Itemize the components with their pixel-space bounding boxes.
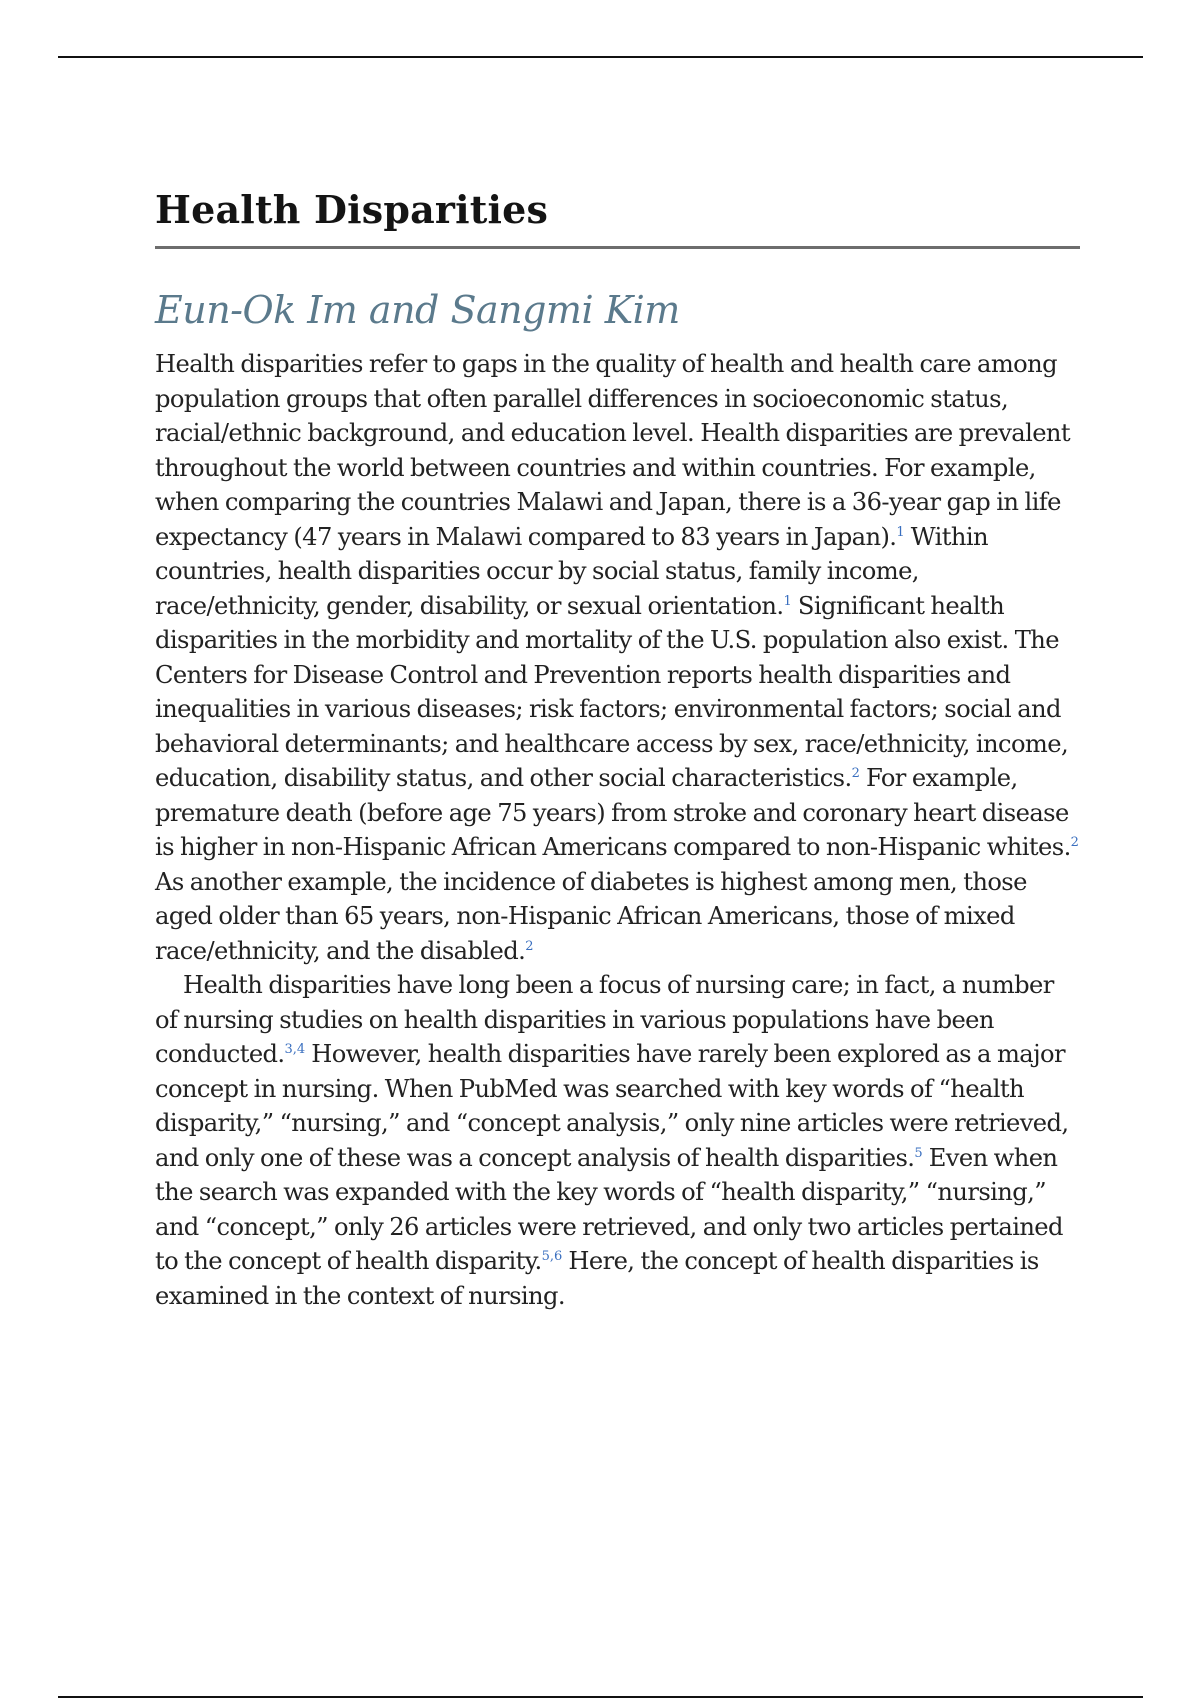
paragraph-text: Significant health disparities in the morbidity and mortality of the U.S. population also exist. The Centers for Disease Control and Prevention reports health disparities and inequalities in various diseases; risk factors; environmental factors; social and behavioral determinants; and healthcare access by sex, race/ethnicity, income, education, disability status, and other social characteristics. (155, 591, 1069, 792)
paragraph-text: However, health disparities have rarely been explored as a major concept in nursing. When PubMed was searched with key words of “health disparity,” “nursing,” and “concept analysis,” only nine articles were retrieved, and only one of these was a concept analysis of health disparities. (155, 1040, 1069, 1172)
reference-citation[interactable]: 2 (1070, 834, 1079, 850)
paragraph-text: Within countries, health disparities occur by social status, family income, race/ethnicity, gender, disability, or sexual orientation. (155, 522, 988, 620)
chapter-title: Health Disparities (155, 187, 549, 232)
paragraph-1 (155, 347, 1080, 968)
reference-citation[interactable]: 5 (914, 1145, 923, 1161)
page-content (155, 182, 1080, 1313)
paragraph-text: For example, premature death (before age 75 years) from stroke and coronary heart disease is higher in non-Hispanic African Americans compared to non-Hispanic whites. (155, 764, 1071, 861)
reference-citation[interactable]: 1 (783, 593, 792, 609)
chapter-authors: Eun-Ok Im and Sangmi Kim (155, 288, 680, 332)
reference-citation[interactable]: 2 (525, 938, 534, 954)
page-top-rule (58, 56, 1143, 58)
reference-citation[interactable]: 3,4 (284, 1041, 306, 1057)
paragraph-text: Even when the search was expanded with the key words of “health disparity,” “nursing,” and “concept,” only 26 articles were retrieved, and only two articles pertained to the concept of health disparity. (155, 1143, 1063, 1275)
paragraph-text: Health disparities refer to gaps in the quality of health and health care among population groups that often parallel differences in socioeconomic status, racial/ethnic background, and education level. Health disparities are prevalent throughout the world between countries and within countries. For example, when comparing the countries Malawi and Japan, there is a 36-year gap in life expectancy (47 years in Malawi compared to 83 years in Japan). (155, 350, 1071, 551)
paragraph-text: Here, the concept of health disparities is examined in the context of nursing. (155, 1247, 1039, 1310)
page-bottom-rule (58, 1696, 1143, 1698)
paragraph-text: As another example, the incidence of diabetes is highest among men, those aged older than 65 years, non-Hispanic African Americans, those of mixed race/ethnicity, and the disabled. (155, 867, 1027, 965)
paragraph-text: Health disparities have long been a focus of nursing care; in fact, a number of nursing studies on health disparities in various populations have been conducted. (155, 971, 1054, 1068)
title-divider (155, 246, 1080, 249)
reference-citation[interactable]: 2 (851, 765, 860, 781)
reference-citation[interactable]: 1 (896, 524, 905, 540)
paragraph-2 (155, 968, 1080, 1313)
reference-citation[interactable]: 5,6 (541, 1248, 563, 1264)
